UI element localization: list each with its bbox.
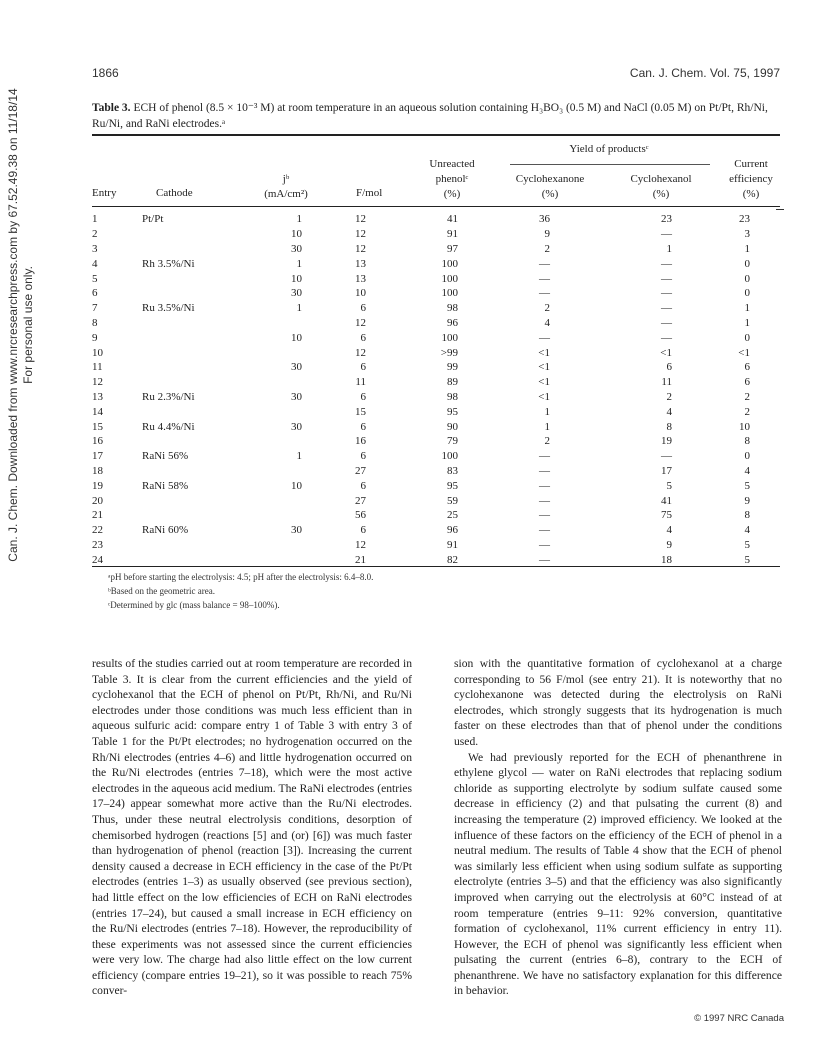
table-cell-cathode [142, 538, 252, 553]
table-cell-ce: 9 [744, 494, 750, 507]
table-row [92, 434, 750, 449]
table-cell-entry: 17 [92, 450, 103, 463]
table-cell-f: 15 [355, 405, 366, 418]
table-cell-one: — [539, 331, 550, 344]
table-cell-cathode [142, 286, 252, 301]
table-cell-u: 89 [447, 376, 458, 389]
table-cell-cathode [142, 330, 252, 345]
table-cell-u: 98 [447, 390, 458, 403]
table-cell-u: 79 [447, 435, 458, 448]
table-bottom-rule [92, 566, 780, 567]
table-row [92, 360, 750, 375]
table-cell-ol: — [661, 272, 672, 285]
table-cell-one: 9 [544, 228, 550, 241]
table-cell-ol: — [661, 228, 672, 241]
table-cell-ol: 75 [661, 509, 672, 522]
table-cell-entry: 1 [92, 213, 98, 226]
table-cell-one: <1 [538, 390, 550, 403]
table-cell-entry: 5 [92, 272, 98, 285]
fmol-header: F/mol [356, 187, 383, 199]
current-header-2: efficiency [729, 173, 773, 185]
table-cell-cathode [142, 375, 252, 390]
table-cell-entry: 19 [92, 479, 103, 492]
table-cell-f: 6 [360, 302, 366, 315]
table-cell-u: 100 [441, 272, 458, 285]
table-row [92, 508, 750, 523]
table-cell-entry: 3 [92, 242, 98, 255]
table-cell-u: 90 [447, 420, 458, 433]
table-cell-j: 30 [291, 287, 302, 300]
table-cell-cathode [142, 227, 252, 242]
table-cell-u: 99 [447, 361, 458, 374]
table-cell-u: 98 [447, 302, 458, 315]
unreacted-header-2: phenolᶜ [435, 173, 469, 185]
table-row [92, 330, 750, 345]
table-row [92, 256, 750, 271]
body-column-left [92, 656, 412, 999]
table-row [92, 449, 750, 464]
table-cell-ce: 5 [744, 479, 750, 492]
table-cell-j: 1 [296, 450, 302, 463]
table-cell-ce: 5 [744, 538, 750, 551]
watermark-line-1: Can. J. Chem. Downloaded from www.nrcresearchpress.com by 67.52.49.38 on 11/18/14 [6, 88, 20, 562]
table-cell-cathode [142, 316, 252, 331]
table-cell-ol: 4 [666, 405, 672, 418]
table-cell-ce: 10 [739, 420, 750, 433]
table-cell-u: 95 [447, 405, 458, 418]
table-cell-ce: 8 [744, 435, 750, 448]
table-cell-entry: 22 [92, 524, 103, 537]
table-cell-u: 41 [447, 213, 458, 226]
table-cell-ol: 8 [666, 420, 672, 433]
page-number: 1866 [92, 66, 119, 80]
table-cell-entry: 20 [92, 494, 103, 507]
table-cell-ol: 1 [666, 242, 672, 255]
table-cell-j [252, 345, 302, 360]
table-cell-entry: 10 [92, 346, 103, 359]
table-cell-ol: — [661, 287, 672, 300]
table-cell-j: 30 [291, 524, 302, 537]
table-cell-entry: 4 [92, 257, 98, 270]
cyclohexanol-header-2: (%) [652, 188, 670, 200]
table-cell-one: — [539, 553, 550, 566]
table-cell-ce: 0 [744, 450, 750, 463]
table-cell-j: 10 [291, 272, 302, 285]
table-cell-ol: 41 [661, 494, 672, 507]
table-cell-entry: 18 [92, 464, 103, 477]
table-cell-u: >99 [440, 346, 458, 359]
table-cell-ce: 0 [744, 331, 750, 344]
table-cell-ce: 4 [744, 524, 750, 537]
table-cell-j [252, 404, 302, 419]
table-cell-f: 6 [360, 390, 366, 403]
table-cell-cathode: Rh 3.5%/Ni [142, 257, 195, 270]
table-cell-ce: <1 [738, 346, 750, 359]
current-header-3: (%) [742, 188, 760, 200]
table-cell-ol: — [661, 450, 672, 463]
table-cell-one: <1 [538, 361, 550, 374]
table-cell-one: — [539, 272, 550, 285]
table-cell-j [252, 552, 302, 567]
table-cell-j [252, 508, 302, 523]
table-cell-one: — [539, 494, 550, 507]
table-cell-ol: — [661, 257, 672, 270]
table-cell-j: 10 [291, 479, 302, 492]
cyclohexanol-header-1: Cyclohexanol [630, 173, 692, 185]
table-cell-u: 82 [447, 553, 458, 566]
table-cell-one: 1 [544, 405, 550, 418]
table-cell-f: 27 [355, 464, 366, 477]
unreacted-header-1: Unreacted [429, 158, 475, 170]
table-cell-u: 100 [441, 450, 458, 463]
table-cell-f: 12 [355, 242, 366, 255]
table-cell-cathode [142, 464, 252, 479]
table-cell-entry: 11 [92, 361, 103, 374]
table-row [92, 375, 750, 390]
table-cell-entry: 13 [92, 390, 103, 403]
table-cell-one: — [539, 464, 550, 477]
table-cell-entry: 24 [92, 553, 103, 566]
table-edge-tick [776, 209, 784, 210]
cathode-header: Cathode [156, 187, 193, 199]
table-row [92, 301, 750, 316]
table-cell-one: <1 [538, 376, 550, 389]
j-header-2: (mA/cm²) [264, 188, 308, 200]
table-cell-entry: 6 [92, 287, 98, 300]
results-table [92, 212, 750, 567]
table-row [92, 552, 750, 567]
table-cell-f: 6 [360, 331, 366, 344]
table-row [92, 227, 750, 242]
table-cell-f: 6 [360, 450, 366, 463]
table-cell-entry: 21 [92, 509, 103, 522]
table-cell-ol: 19 [661, 435, 672, 448]
table-cell-ol: 17 [661, 464, 672, 477]
table-cell-j [252, 434, 302, 449]
table-row [92, 316, 750, 331]
table-header-rule [92, 206, 780, 207]
table-cell-u: 100 [441, 287, 458, 300]
table-cell-u: 96 [447, 316, 458, 329]
yield-group-rule [510, 164, 710, 165]
table-cell-one: — [539, 524, 550, 537]
table-cell-u: 100 [441, 257, 458, 270]
table-cell-entry: 12 [92, 376, 103, 389]
table-cell-one: — [539, 538, 550, 551]
table-cell-f: 16 [355, 435, 366, 448]
table-row [92, 271, 750, 286]
cyclohexanone-header-1: Cyclohexanone [515, 173, 585, 185]
table-cell-ce: 5 [744, 553, 750, 566]
unreacted-header-3: (%) [443, 188, 461, 200]
table-cell-f: 12 [355, 213, 366, 226]
table-cell-cathode: Pt/Pt [142, 213, 164, 226]
table-cell-entry: 8 [92, 316, 98, 329]
table-cell-ce: 8 [744, 509, 750, 522]
body-column-right [454, 656, 782, 999]
table-cell-ce: 3 [744, 228, 750, 241]
table-cell-ol: <1 [660, 346, 672, 359]
table-cell-entry: 9 [92, 331, 98, 344]
table-cell-one: 4 [544, 316, 550, 329]
table-cell-j: 1 [296, 257, 302, 270]
table-cell-j [252, 375, 302, 390]
table-cell-f: 6 [360, 524, 366, 537]
table-cell-f: 12 [355, 316, 366, 329]
table-cell-ol: — [661, 316, 672, 329]
footnote-c: ᶜDetermined by glc (mass balance = 98–100%). [108, 600, 280, 610]
table-cell-cathode: Ru 2.3%/Ni [142, 390, 195, 403]
table-cell-u: 59 [447, 494, 458, 507]
table-cell-f: 6 [360, 420, 366, 433]
body-paragraph: sion with the quantitative formation of cyclohexanol at a charge corresponding to 56 F/mol (see entry 21). It is noteworthy that no cyclohexanone was detected during the electrolysis on RaNi electrodes, which strongly suggests that its hydrogenation is much faster on these electrodes than that of phenol under the conditions used. [454, 657, 782, 748]
table-cell-cathode: RaNi 58% [142, 479, 189, 492]
table-cell-f: 12 [355, 346, 366, 359]
table-row [92, 404, 750, 419]
table-cell-ce: 0 [744, 287, 750, 300]
table-cell-ol: 9 [666, 538, 672, 551]
table-cell-cathode [142, 434, 252, 449]
table-cell-entry: 7 [92, 302, 98, 315]
table-cell-u: 97 [447, 242, 458, 255]
table-cell-j: 10 [291, 331, 302, 344]
table-label: Table 3. [92, 102, 131, 114]
table-cell-f: 12 [355, 228, 366, 241]
table-cell-f: 13 [355, 257, 366, 270]
table-cell-ce: 0 [744, 272, 750, 285]
table-cell-ce: 6 [744, 361, 750, 374]
table-top-rule [92, 134, 780, 136]
table-cell-j [252, 493, 302, 508]
table-cell-one: 1 [544, 420, 550, 433]
table-cell-j: 1 [296, 302, 302, 315]
table-cell-one: — [539, 479, 550, 492]
table-row [92, 538, 750, 553]
table-cell-cathode: RaNi 60% [142, 524, 189, 537]
table-cell-u: 95 [447, 479, 458, 492]
table-cell-f: 56 [355, 509, 366, 522]
table-cell-j [252, 316, 302, 331]
table-cell-one: 2 [544, 435, 550, 448]
table-cell-cathode: Ru 4.4%/Ni [142, 420, 195, 433]
table-caption-text: ECH of phenol (8.5 × 10⁻³ M) at room temperature in an aqueous solution containing H₃BO₃ (0.5 M) and NaCl (0.05 M) on Pt/Pt, Rh/Ni, Ru/Ni, and RaNi electrodes.ᵃ [92, 102, 768, 130]
table-cell-entry: 15 [92, 420, 103, 433]
table-cell-entry: 14 [92, 405, 103, 418]
table-row [92, 493, 750, 508]
table-cell-f: 21 [355, 553, 366, 566]
table-cell-j: 1 [296, 213, 302, 226]
table-cell-cathode [142, 552, 252, 567]
copyright-footer: © 1997 NRC Canada [694, 1013, 784, 1024]
table-cell-entry: 23 [92, 538, 103, 551]
table-cell-f: 6 [360, 361, 366, 374]
table-cell-j [252, 538, 302, 553]
table-cell-f: 12 [355, 538, 366, 551]
table-cell-entry: 2 [92, 228, 98, 241]
table-cell-one: — [539, 509, 550, 522]
table-row [92, 242, 750, 257]
table-row [92, 478, 750, 493]
yield-group-header: Yield of productsᶜ [569, 143, 649, 155]
j-header-1: jᵇ [282, 173, 290, 185]
table-cell-u: 91 [447, 228, 458, 241]
table-cell-ol: 11 [661, 376, 672, 389]
table-cell-ce: 1 [744, 242, 750, 255]
table-caption [92, 100, 782, 132]
table-row [92, 212, 750, 227]
table-cell-ce: 0 [744, 257, 750, 270]
table-row [92, 523, 750, 538]
table-cell-ce: 2 [744, 405, 750, 418]
table-row [92, 464, 750, 479]
download-watermark [6, 15, 44, 635]
table-cell-entry: 16 [92, 435, 103, 448]
table-row [92, 390, 750, 405]
journal-citation: Can. J. Chem. Vol. 75, 1997 [629, 66, 780, 80]
table-cell-cathode [142, 345, 252, 360]
current-header-1: Current [734, 158, 768, 170]
table-cell-one: — [539, 287, 550, 300]
table-cell-one: 36 [539, 213, 550, 226]
table-cell-j: 30 [291, 242, 302, 255]
table-cell-ol: 6 [666, 361, 672, 374]
table-cell-f: 10 [355, 287, 366, 300]
table-cell-cathode [142, 271, 252, 286]
table-cell-u: 25 [447, 509, 458, 522]
table-row [92, 345, 750, 360]
table-cell-cathode: RaNi 56% [142, 450, 189, 463]
table-cell-cathode [142, 242, 252, 257]
table-cell-j: 30 [291, 390, 302, 403]
table-cell-j [252, 464, 302, 479]
table-cell-f: 6 [360, 479, 366, 492]
table-row [92, 419, 750, 434]
table-cell-ce: 6 [744, 376, 750, 389]
table-row [92, 286, 750, 301]
table-cell-ol: — [661, 331, 672, 344]
table-cell-ol: 2 [666, 390, 672, 403]
body-paragraph: results of the studies carried out at room temperature are recorded in Table 3. It is clear from the current efficiencies and the yield of cyclohexanol that the ECH of phenol on Pt/Pt, Rh/Ni, and Ru/Ni electrodes under those conditions was much less efficient than in aqueous sulfuric acid: compare entry 1 of Table 3 with entry 3 of Table 1 for the Pt/Pt electrodes; no hydrogenation occurred on the Rh/Ni electrodes (entries 4–6) and little hydrogenation occurred on the Ru/Ni electrodes (entries 7–18), which were the most active electrodes in the aqueous acid medium. The RaNi electrodes (entries 17–24) appear somewhat more active than the Ru/Ni electrodes. Thus, under these neutral electrolysis conditions, desorption of chemisorbed hydrogen (reactions [5] and (or) [6]) was much faster than hydrogenation of phenol (reaction [3]). Increasing the current density caused a decrease in ECH efficiency in the case of the Pt/Pt electrodes (entries 1–3) as usually observed (see previous section), had little effect on the low efficiencies of ECH on RaNi electrodes (entries 17–24), but caused a small increase in ECH efficiency on the Ru/Ni electrodes (entries 7–18). However, the reproducibility of these experiments was not assessed since the current efficiencies were very low. The charge had also little effect on the low current efficiency (compare entries 19–21), so it was possible to reach 75% conver- [92, 657, 412, 998]
table-cell-cathode [142, 508, 252, 523]
table-cell-ol: — [661, 302, 672, 315]
table-cell-f: 13 [355, 272, 366, 285]
table-cell-cathode [142, 493, 252, 508]
footnote-b: ᵇBased on the geometric area. [108, 586, 215, 596]
entry-header: Entry [92, 187, 117, 199]
table-cell-one: — [539, 257, 550, 270]
table-cell-ce: 2 [744, 390, 750, 403]
table-cell-ce: 23 [739, 213, 750, 226]
table-cell-f: 27 [355, 494, 366, 507]
table-cell-u: 91 [447, 538, 458, 551]
table-cell-ol: 23 [661, 213, 672, 226]
table-cell-cathode [142, 404, 252, 419]
table-cell-ol: 5 [666, 479, 672, 492]
table-cell-cathode [142, 360, 252, 375]
footnote-a: ᵃpH before starting the electrolysis: 4.5; pH after the electrolysis: 6.4–8.0. [108, 572, 374, 582]
table-cell-one: 2 [544, 302, 550, 315]
table-cell-j: 30 [291, 361, 302, 374]
table-cell-j: 30 [291, 420, 302, 433]
table-cell-u: 100 [441, 331, 458, 344]
table-cell-one: — [539, 450, 550, 463]
body-paragraph: We had previously reported for the ECH of phenanthrene in ethylene glycol — water on RaNi electrodes that replacing sodium chloride as supporting electrolyte by sodium sulfate caused some decrease in efficiency (2) and that pulsating the current (8) and increasing the temperature (2) improved efficiency. We looked at the influence of these factors on the efficiency of the ECH of phenol in a neutral medium. The results of Table 4 show that the ECH of phenol was similarly less efficient when using sodium sulfate as supporting electrolyte (entries 3–5) and that the efficiency was also significantly improved when carrying out the electrolysis at 60°C instead of at room temperature (entries 9–11: 92% conversion, quantitative formation of cyclohexanol, 11% current efficiency in entry 11). However, the ECH of phenol was significantly less efficient when pulsating the current (entries 6–8), contrary to the ECH of phenanthrene. We have no satisfactory explanation for this difference in behavior. [454, 750, 782, 998]
cyclohexanone-header-2: (%) [541, 188, 559, 200]
table-cell-f: 11 [355, 376, 366, 389]
table-cell-ol: 4 [666, 524, 672, 537]
table-cell-cathode: Ru 3.5%/Ni [142, 302, 195, 315]
table-cell-u: 83 [447, 464, 458, 477]
table-cell-ce: 1 [744, 316, 750, 329]
table-cell-j: 10 [291, 228, 302, 241]
watermark-line-2: For personal use only. [21, 266, 35, 384]
table-cell-ol: 18 [661, 553, 672, 566]
table-cell-ce: 4 [744, 464, 750, 477]
table-cell-u: 96 [447, 524, 458, 537]
table-cell-one: 2 [544, 242, 550, 255]
table-cell-ce: 1 [744, 302, 750, 315]
table-cell-one: <1 [538, 346, 550, 359]
